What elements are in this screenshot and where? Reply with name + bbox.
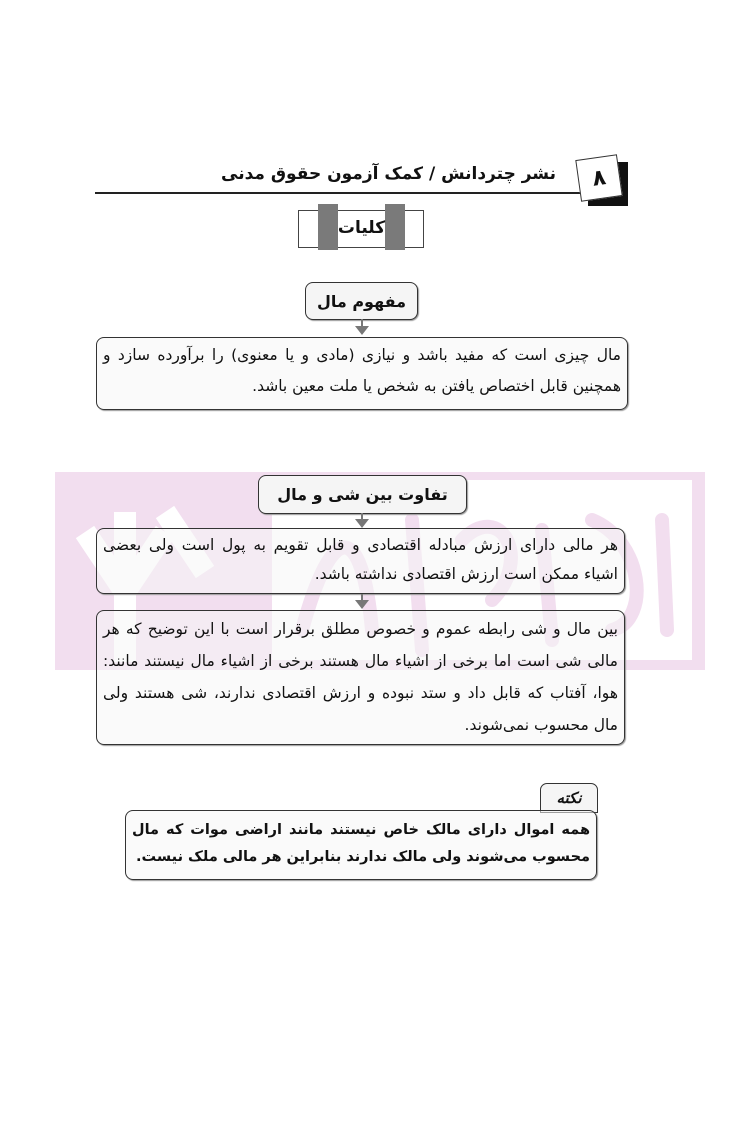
section-title-block-left — [318, 204, 338, 250]
difference-title: تفاوت بین شی و مال — [258, 475, 467, 514]
note-label: نکته — [540, 783, 598, 813]
header-title: نشر چتردانش / کمک آزمون حقوق مدنی — [221, 164, 556, 184]
section-title: کلیات — [337, 218, 386, 238]
arrow-down-icon — [361, 594, 363, 601]
arrow-down-icon — [361, 319, 363, 327]
concept-text: مال چیزی است که مفید باشد و نیازی (مادی و یا معنوی) را برآورده سازد و همچنین قابل اختصاص یافتن به شخص یا ملت معین باشد. — [96, 337, 628, 410]
section-title-block-right — [385, 204, 405, 250]
concept-title: مفهوم مال — [305, 282, 418, 320]
note-text: همه اموال دارای مالک خاص نیستند مانند اراضی موات که مال محسوب می‌شوند ولی مالک ندارند بنابراین هر مالی ملک نیست. — [125, 810, 597, 880]
difference-text-2: بین مال و شی رابطه عموم و خصوص مطلق برقرار است با این توضیح که هر مالی شی است اما برخی از اشیاء مال هستند برخی از اشیاء مال نیستند مانند: هوا، آفتاب که قابل داد و ستد نبوده و ارزش اقتصادی ندارند، شی هستند ولی مال محسوب نمی‌شوند. — [96, 610, 625, 745]
difference-text-1: هر مالی دارای ارزش مبادله اقتصادی و قابل تقویم به پول است ولی بعضی اشیاء ممکن است ارزش اقتصادی نداشته باشد. — [96, 528, 625, 594]
page-number: ۸ — [575, 154, 622, 201]
arrow-down-icon — [361, 513, 363, 520]
header-divider — [95, 192, 583, 194]
